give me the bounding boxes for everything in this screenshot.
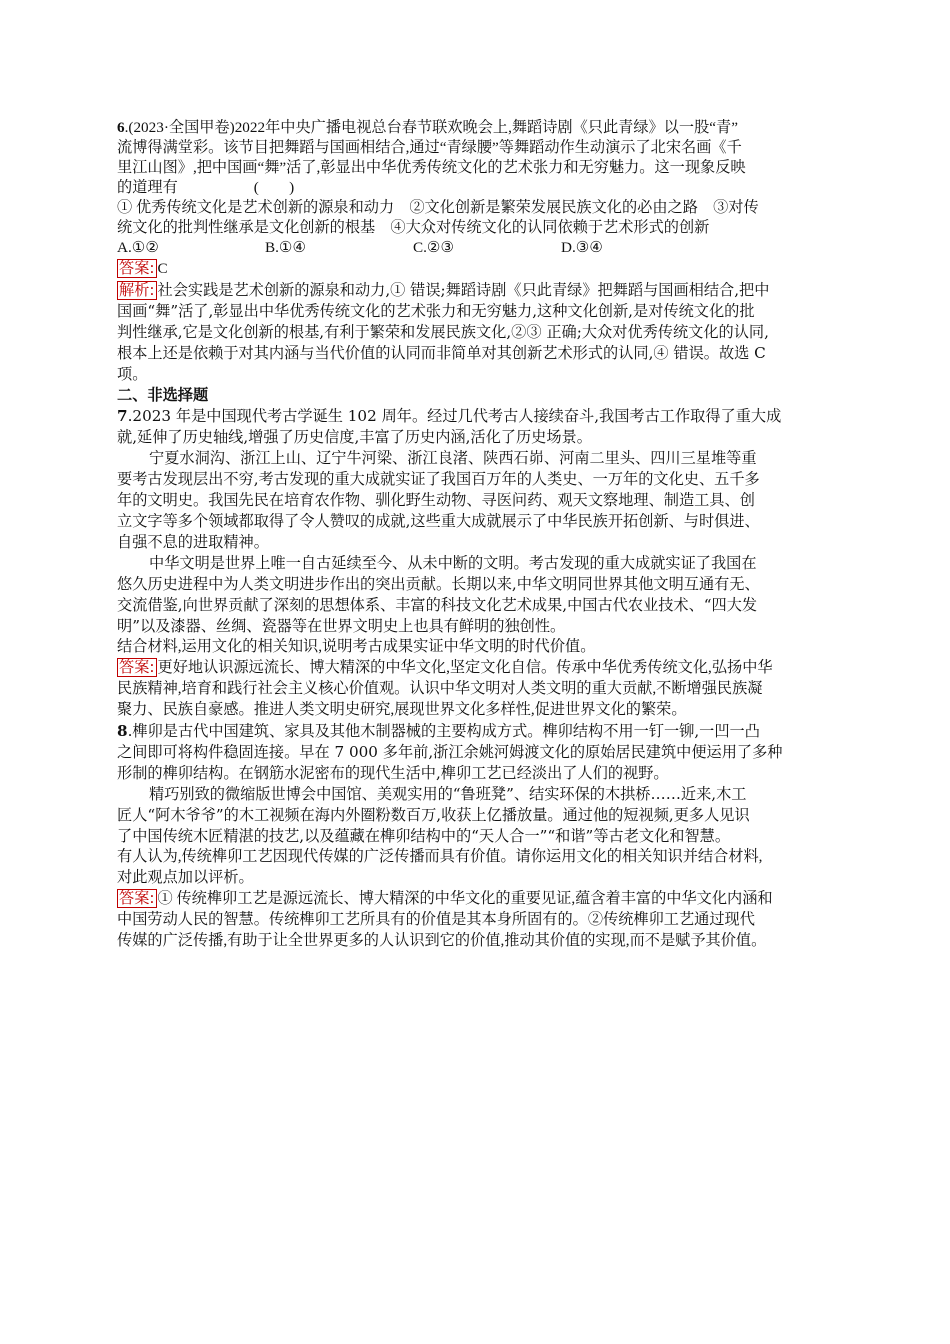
- q6-answer: [117, 259, 168, 279]
- q8-para1-line-2: 匠人“阿木爷爷”的木工视频在海内外圈粉数百万,收获上亿播放量。通过他的短视频,更多人见识: [117, 806, 750, 824]
- q6-option-d: D.③④: [561, 239, 603, 256]
- q8-question-line-1: 有人认为,传统榫卯工艺因现代传媒的广泛传播而具有价值。请你运用文化的相关知识并结合材料,: [117, 848, 763, 865]
- q8-text-1: .榫卯是古代中国建筑、家具及其他木制器械的主要构成方式。榫卯结构不用一钉一铆,一凹一凸: [127, 722, 760, 740]
- q6-option-c: C.②③: [413, 239, 455, 256]
- q7-line-1: [117, 406, 781, 426]
- q7-para1-line-1: 宁夏水洞沟、浙江上山、辽宁牛河梁、浙江良渚、陕西石峁、河南二里头、四川三星堆等重: [149, 449, 757, 467]
- q6-analysis-line-1: [117, 280, 769, 300]
- q8-question-line-2: 对此观点加以评析。: [117, 869, 254, 886]
- q7-answer-line-2: 民族精神,培育和践行社会主义核心价值观。认识中华文明对人类文明的重大贡献,不断增强民族凝: [117, 680, 763, 697]
- q7-para2-line-3: 交流借鉴,向世界贡献了深刻的思想体系、丰富的科技文化艺术成果,中国古代农业技术、“四大发: [117, 596, 758, 614]
- q6-analysis-line-5: 项。: [117, 365, 148, 383]
- q7-number: 7: [117, 407, 128, 425]
- q8-answer-line-3: 传媒的广泛传播,有助于让全世界更多的人认识到它的价值,推动其价值的实现,而不是赋予其价值。: [117, 932, 767, 949]
- q7-line-2: 就,延伸了历史轴线,增强了历史信度,丰富了历史内涵,活化了历史场景。: [117, 428, 592, 446]
- q7-answer-label: 答案:: [119, 658, 155, 676]
- q6-line-2: 流博得满堂彩。该节目把舞蹈与国画相结合,通过“青绿腰”等舞蹈动作生动演示了北宋名画《千: [117, 139, 742, 156]
- q7-answer-line-3: 聚力、民族自豪感。推进人类文明史研究,展现世界文化多样性,促进世界文化的繁荣。: [117, 701, 687, 718]
- q7-para1-line-5: 自强不息的进取精神。: [117, 533, 269, 551]
- q6-answer-value: C: [157, 260, 168, 277]
- q6-line-6: 统文化的批判性继承是文化创新的根基 ④大众对传统文化的认同依赖于艺术形式的创新: [117, 219, 710, 236]
- q6-number: 6: [117, 119, 125, 136]
- section-title: 二、非选择题: [117, 386, 209, 404]
- q8-answer-line-1: [117, 889, 773, 909]
- q7-para1-line-4: 立文字等多个领域都取得了令人赞叹的成就,这些重大成就展示了中华民族开拓创新、与时俱进、: [117, 512, 760, 530]
- q7-answer-text-1: 更好地认识源远流长、博大精深的中华文化,坚定文化自信。传承中华优秀传统文化,弘扬中华: [157, 659, 773, 676]
- q6-line-5: ① 优秀传统文化是艺术创新的源泉和动力 ②文化创新是繁荣发展民族文化的必由之路 ③对传: [117, 199, 759, 216]
- q8-para1-line-1: 精巧别致的微缩版世博会中国馆、美观实用的“鲁班凳”、结实环保的木拱桥……近来,木工: [149, 785, 747, 803]
- q6-analysis-line-3: 判性继承,它是文化创新的根基,有利于繁荣和发展民族文化,②③ 正确;大众对优秀传统文化的认同,: [117, 323, 769, 341]
- q7-para1-line-2: 要考古发现层出不穷,考古发现的重大成就实证了我国百万年的人类史、一万年的文化史、五千多: [117, 470, 760, 488]
- q7-para2-line-4: 明”以及漆器、丝绸、瓷器等在世界文明史上也具有鲜明的独创性。: [117, 617, 566, 635]
- q6-analysis-label: 解析:: [119, 281, 155, 299]
- q8-number: 8: [117, 722, 128, 740]
- q6-options: [117, 238, 709, 258]
- q8-line-1: [117, 721, 760, 741]
- q8-line-2: 之间即可将构件稳固连接。早在 7 000 多年前,浙江余姚河姆渡文化的原始居民建筑中便运用了多种: [117, 743, 783, 761]
- q7-question: 结合材料,运用文化的相关知识,说明考古成果实证中华文明的时代价值。: [117, 638, 596, 655]
- q8-answer-line-2: 中国劳动人民的智慧。传统榫卯工艺所具有的价值是其本身所固有的。②传统榫卯工艺通过现代: [117, 911, 755, 928]
- q6-analysis-text-1: 社会实践是艺术创新的源泉和动力,① 错误;舞蹈诗剧《只此青绿》把舞蹈与国画相结合,把中: [157, 281, 770, 299]
- q6-option-a: A.①②: [117, 239, 159, 256]
- q6-line-1: [117, 118, 738, 138]
- q6-line-4: 的道理有 ( ): [117, 179, 295, 196]
- q6-option-b: B.①④: [265, 239, 307, 256]
- q6-analysis-line-2: 国画“舞”活了,彰显出中华优秀传统文化的艺术张力和无穷魅力,这种文化创新,是对传统文化的批: [117, 302, 755, 320]
- q7-para1-line-3: 年的文明史。我国先民在培育农作物、驯化野生动物、寻医问药、观天文察地理、制造工具、创: [117, 491, 755, 509]
- q7-answer-line-1: [117, 658, 773, 678]
- q7-para2-line-1: 中华文明是世界上唯一自古延续至今、从未中断的文明。考古发现的重大成就实证了我国在: [149, 554, 757, 572]
- q8-answer-label: 答案:: [119, 889, 155, 907]
- q6-analysis-line-4: 根本上还是依赖于对其内涵与当代价值的认同而非简单对其创新艺术形式的认同,④ 错误。故选 C: [117, 344, 766, 362]
- q8-line-3: 形制的榫卯结构。在钢筋水泥密布的现代生活中,榫卯工艺已经淡出了人们的视野。: [117, 764, 669, 782]
- q6-text-1: .(2023·全国甲卷)2022年中央广播电视总台春节联欢晚会上,舞蹈诗剧《只此青绿》以一股“青”: [124, 119, 738, 136]
- q6-line-3: 里江山图》,把中国画“舞”活了,彰显出中华优秀传统文化的艺术张力和无穷魅力。这一现象反映: [117, 159, 746, 176]
- q6-answer-label: 答案:: [119, 259, 155, 277]
- q8-answer-text-1: ① 传统榫卯工艺是源远流长、博大精深的中华文化的重要见证,蕴含着丰富的中华文化内涵和: [157, 890, 773, 907]
- q7-para2-line-2: 悠久历史进程中为人类文明进步作出的突出贡献。长期以来,中华文明同世界其他文明互通有无、: [117, 575, 760, 593]
- q8-para1-line-3: 了中国传统木匠精湛的技艺,以及蕴藏在榫卯结构中的“天人合一”“和谐”等古老文化和智慧。: [117, 827, 731, 845]
- q7-text-1: .2023 年是中国现代考古学诞生 102 周年。经过几代考古人接续奋斗,我国考古工作取得了重大成: [127, 407, 782, 425]
